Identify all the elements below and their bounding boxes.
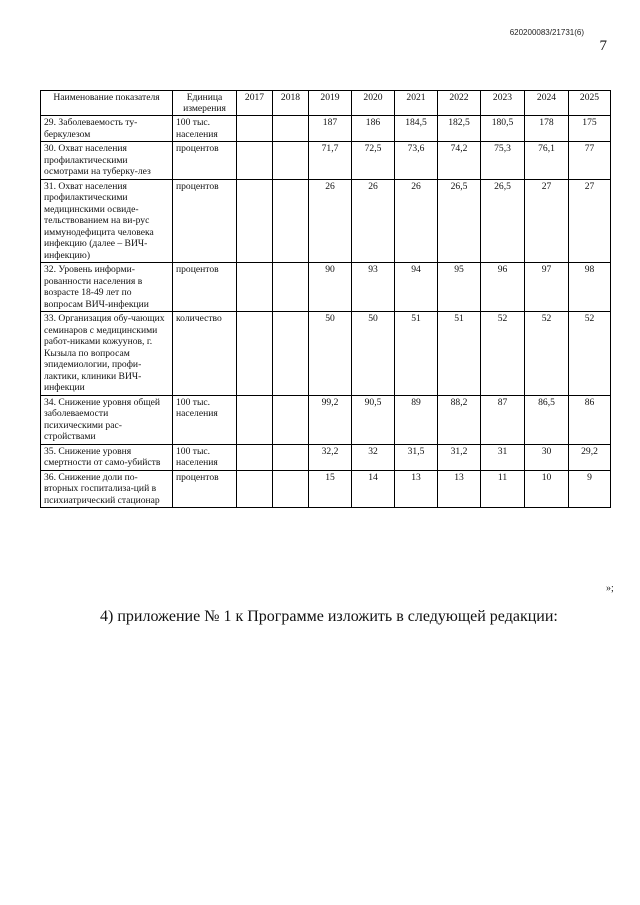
value-cell: 71,7: [309, 142, 352, 180]
indicator-name-cell: 36. Снижение доли по-вторных госпитализа-ций в психиатрический стационар: [41, 470, 173, 508]
value-cell: 94: [395, 263, 438, 312]
indicators-table-container: [40, 90, 610, 508]
column-header: 2023: [481, 91, 525, 116]
indicator-name-cell: 34. Снижение уровня общей заболеваемости психическими рас-стройствами: [41, 395, 173, 444]
value-cell: 31: [481, 444, 525, 470]
value-cell: 30: [525, 444, 569, 470]
table-row: [41, 444, 611, 470]
value-cell: [273, 470, 309, 508]
unit-cell: 100 тыс. населения: [173, 116, 237, 142]
table-body: [41, 116, 611, 508]
column-header: 2019: [309, 91, 352, 116]
unit-cell: количество: [173, 312, 237, 396]
value-cell: 13: [438, 470, 481, 508]
value-cell: [273, 116, 309, 142]
value-cell: 9: [569, 470, 611, 508]
unit-cell: 100 тыс. населения: [173, 395, 237, 444]
value-cell: [273, 444, 309, 470]
closing-quote-mark: »;: [606, 583, 614, 594]
value-cell: 29,2: [569, 444, 611, 470]
value-cell: 11: [481, 470, 525, 508]
value-cell: 26: [395, 179, 438, 263]
value-cell: 13: [395, 470, 438, 508]
value-cell: 77: [569, 142, 611, 180]
indicator-name-cell: 35. Снижение уровня смертности от само-убийств: [41, 444, 173, 470]
value-cell: [237, 395, 273, 444]
value-cell: 187: [309, 116, 352, 142]
value-cell: [237, 142, 273, 180]
value-cell: 74,2: [438, 142, 481, 180]
value-cell: 90: [309, 263, 352, 312]
indicator-name-cell: 30. Охват населения профилактическими осмотрами на туберку-лез: [41, 142, 173, 180]
document-code: 620200083/21731(6): [509, 28, 584, 37]
table-row: [41, 470, 611, 508]
value-cell: [273, 395, 309, 444]
column-header: Наименование показателя: [41, 91, 173, 116]
value-cell: 72,5: [352, 142, 395, 180]
value-cell: 180,5: [481, 116, 525, 142]
instruction-text: 4) приложение № 1 к Программе изложить в следующей редакции:: [100, 608, 558, 625]
value-cell: 182,5: [438, 116, 481, 142]
value-cell: 26,5: [438, 179, 481, 263]
column-header: 2022: [438, 91, 481, 116]
indicator-name-cell: 33. Организация обу-чающих семинаров с медицинскими работ-никами кожуунов, г. Кызыла по вопросам эпидемиологии, профи-лактики, клиники ВИЧ-инфекции: [41, 312, 173, 396]
value-cell: [237, 263, 273, 312]
value-cell: [273, 312, 309, 396]
value-cell: 89: [395, 395, 438, 444]
value-cell: 76,1: [525, 142, 569, 180]
value-cell: 52: [481, 312, 525, 396]
value-cell: 96: [481, 263, 525, 312]
value-cell: 178: [525, 116, 569, 142]
value-cell: 26: [309, 179, 352, 263]
value-cell: 86: [569, 395, 611, 444]
value-cell: 32: [352, 444, 395, 470]
unit-cell: процентов: [173, 142, 237, 180]
value-cell: 52: [569, 312, 611, 396]
value-cell: 32,2: [309, 444, 352, 470]
value-cell: [237, 312, 273, 396]
value-cell: 175: [569, 116, 611, 142]
column-header: Единица измерения: [173, 91, 237, 116]
value-cell: [273, 142, 309, 180]
table-row: [41, 179, 611, 263]
value-cell: 186: [352, 116, 395, 142]
table-row: [41, 395, 611, 444]
value-cell: 98: [569, 263, 611, 312]
indicator-name-cell: 29. Заболеваемость ту-беркулезом: [41, 116, 173, 142]
value-cell: 52: [525, 312, 569, 396]
column-header: 2018: [273, 91, 309, 116]
value-cell: [237, 444, 273, 470]
value-cell: 31,2: [438, 444, 481, 470]
value-cell: 88,2: [438, 395, 481, 444]
value-cell: 51: [395, 312, 438, 396]
value-cell: 26: [352, 179, 395, 263]
table-row: [41, 116, 611, 142]
value-cell: 50: [352, 312, 395, 396]
value-cell: 93: [352, 263, 395, 312]
value-cell: 97: [525, 263, 569, 312]
unit-cell: процентов: [173, 470, 237, 508]
value-cell: [237, 470, 273, 508]
value-cell: [273, 179, 309, 263]
value-cell: 26,5: [481, 179, 525, 263]
unit-cell: 100 тыс. населения: [173, 444, 237, 470]
indicator-name-cell: 31. Охват населения профилактическими медицинскими освиде-тельствованием на ви-рус иммунодефицита человека инфекцию (далее – ВИЧ-инфекцию): [41, 179, 173, 263]
value-cell: 50: [309, 312, 352, 396]
value-cell: 184,5: [395, 116, 438, 142]
value-cell: 10: [525, 470, 569, 508]
table-header-row: [41, 91, 611, 116]
table-row: [41, 312, 611, 396]
value-cell: 27: [525, 179, 569, 263]
value-cell: 31,5: [395, 444, 438, 470]
page-number: 7: [599, 38, 607, 54]
value-cell: [273, 263, 309, 312]
value-cell: 27: [569, 179, 611, 263]
value-cell: 87: [481, 395, 525, 444]
unit-cell: процентов: [173, 263, 237, 312]
table-row: [41, 263, 611, 312]
value-cell: [237, 179, 273, 263]
column-header: 2020: [352, 91, 395, 116]
value-cell: 99,2: [309, 395, 352, 444]
column-header: 2021: [395, 91, 438, 116]
value-cell: 51: [438, 312, 481, 396]
value-cell: 90,5: [352, 395, 395, 444]
column-header: 2017: [237, 91, 273, 116]
value-cell: 14: [352, 470, 395, 508]
value-cell: [237, 116, 273, 142]
indicators-table: [40, 90, 611, 508]
unit-cell: процентов: [173, 179, 237, 263]
value-cell: 73,6: [395, 142, 438, 180]
column-header: 2024: [525, 91, 569, 116]
value-cell: 15: [309, 470, 352, 508]
value-cell: 86,5: [525, 395, 569, 444]
indicator-name-cell: 32. Уровень информи-рованности населения в возрасте 18-49 лет по вопросам ВИЧ-инфекции: [41, 263, 173, 312]
column-header: 2025: [569, 91, 611, 116]
table-row: [41, 142, 611, 180]
value-cell: 95: [438, 263, 481, 312]
value-cell: 75,3: [481, 142, 525, 180]
